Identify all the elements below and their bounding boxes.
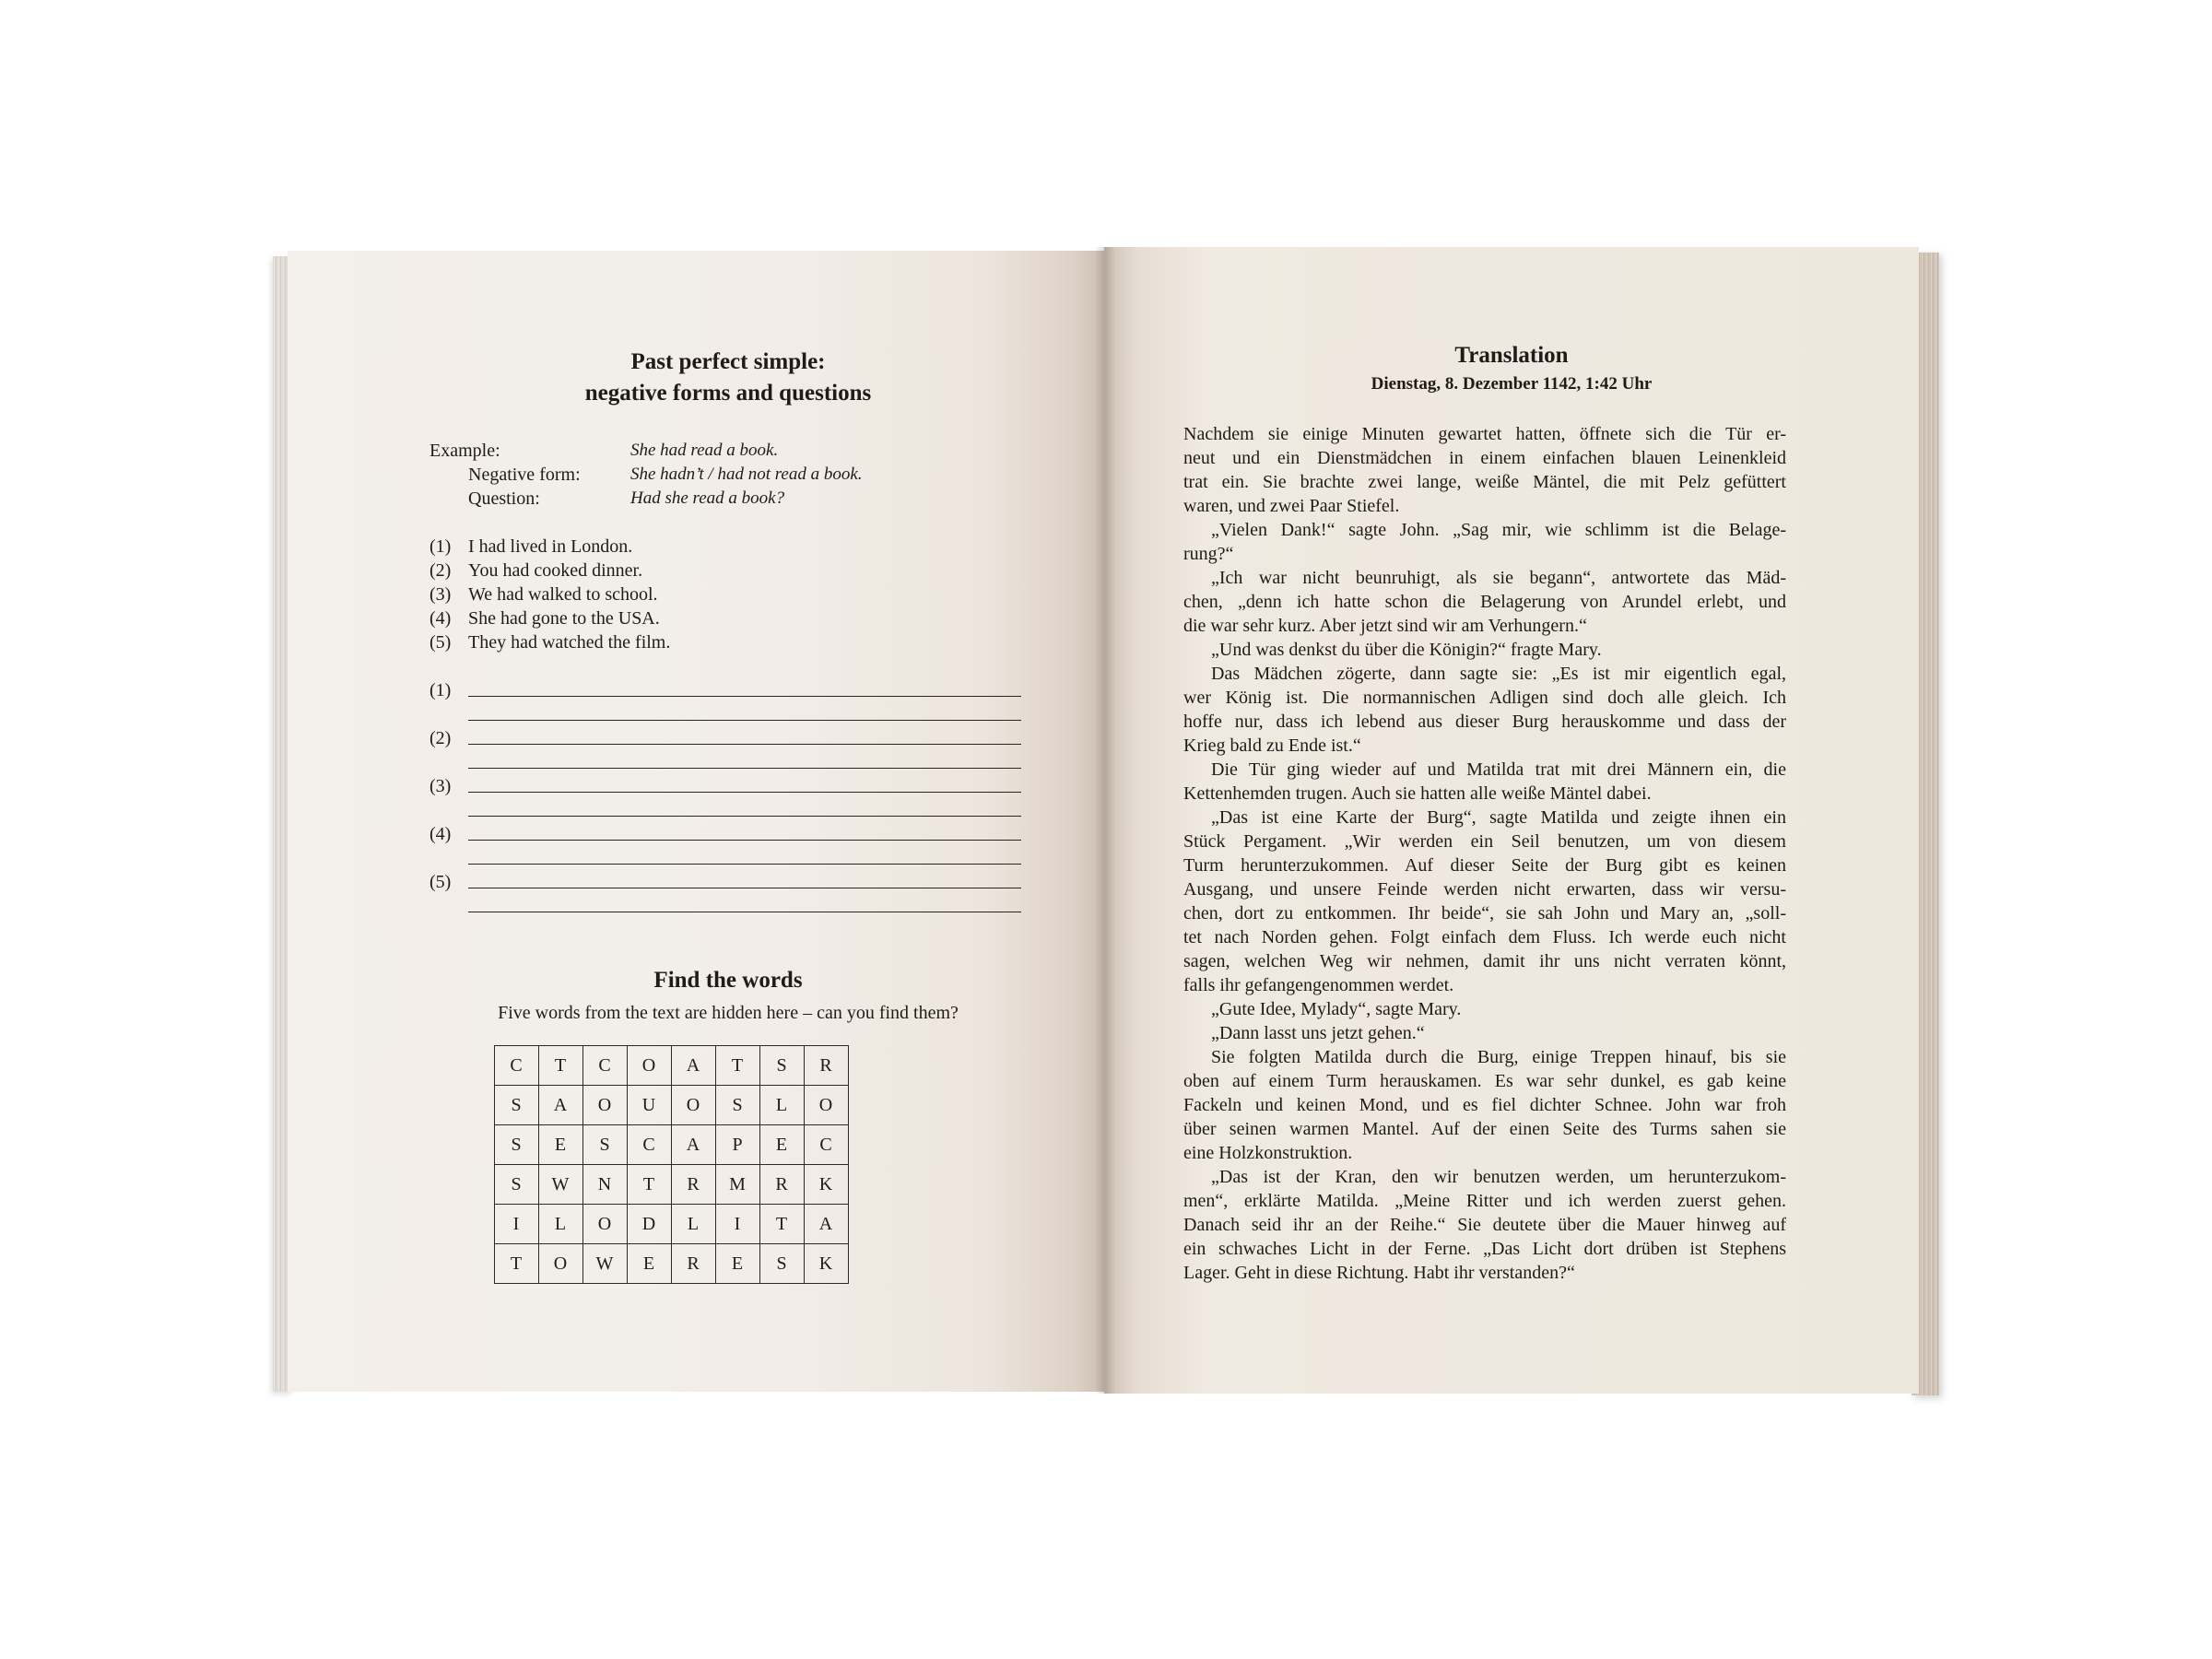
grid-cell[interactable]: E	[716, 1244, 760, 1284]
grid-cell[interactable]: R	[672, 1165, 716, 1205]
text-line: Sie folgten Matilda durch die Burg, einige Treppen hinauf, bis sie	[1211, 1047, 1786, 1067]
text-line: eine Holzkonstruktion.	[1183, 1143, 1353, 1163]
text-line: chen, „denn ich hatte schon die Belagerung von Arundel erlebt, und	[1183, 592, 1786, 612]
grid-cell[interactable]: I	[495, 1205, 539, 1244]
text-line: „Das ist eine Karte der Burg“, sagte Matilda und zeigte ihnen ein	[1211, 807, 1786, 828]
grid-cell[interactable]: U	[628, 1086, 672, 1125]
text-line: Die Tür ging wieder auf und Matilda trat mit drei Männern ein, die	[1211, 759, 1786, 780]
text-line: Nachdem sie einige Minuten gewartet hatten, öffnete sich die Tür er-	[1183, 424, 1786, 444]
grid-row	[495, 1046, 849, 1086]
answer-number-2: (2)	[429, 728, 452, 748]
grid-cell[interactable]: T	[716, 1046, 760, 1086]
text-line: trat ein. Sie brachte zwei lange, weiße Mäntel, die mit Pelz gefüttert	[1183, 472, 1786, 492]
text-line: über seinen warmen Mantel. Auf der einen Seite des Turms sahen sie	[1183, 1119, 1786, 1139]
negative-form-label: Negative form:	[468, 465, 581, 485]
text-line: Fackeln und keinen Mond, und es fiel dichter Schnee. John war froh	[1183, 1095, 1786, 1115]
answer-number-4: (4)	[429, 824, 452, 844]
grid-cell[interactable]: E	[539, 1125, 583, 1165]
grid-cell[interactable]: O	[805, 1086, 849, 1125]
text-line: „Vielen Dank!“ sagte John. „Sag mir, wie schlimm ist die Belage-	[1211, 520, 1786, 540]
answer-number-5: (5)	[429, 872, 452, 892]
text-line: Stück Pergament. „Wir werden ein Seil benutzen, um von diesem	[1183, 831, 1786, 852]
find-words-subtitle: Five words from the text are hidden here – can you find them?	[498, 1003, 959, 1023]
grid-cell[interactable]: S	[760, 1244, 805, 1284]
grid-cell[interactable]: W	[583, 1244, 628, 1284]
answer-line[interactable]	[468, 840, 1021, 841]
grid-cell[interactable]: S	[495, 1165, 539, 1205]
text-line: neut und ein Dienstmädchen in einem einfachen blauen Leinenkleid	[1183, 448, 1786, 468]
text-line: die war sehr kurz. Aber jetzt sind wir am Verhungern.“	[1183, 616, 1587, 636]
sentence-3: (3) We had walked to school.	[429, 584, 658, 605]
text-line: rung?“	[1183, 544, 1234, 564]
text-line: Turm herunterzukommen. Auf dieser Seite der Burg gibt es keinen	[1183, 855, 1786, 876]
grid-cell[interactable]: D	[628, 1205, 672, 1244]
text-line: Krieg bald zu Ende ist.“	[1183, 735, 1361, 756]
answer-line[interactable]	[468, 864, 1021, 865]
grid-cell[interactable]: S	[583, 1125, 628, 1165]
sentence-5: (5) They had watched the film.	[429, 632, 671, 653]
grid-cell[interactable]: S	[495, 1086, 539, 1125]
text-line: Ausgang, und unsere Feinde werden nicht erwarten, dass wir versu-	[1183, 879, 1786, 900]
translation-body	[1183, 422, 1786, 1285]
grid-cell[interactable]: A	[672, 1125, 716, 1165]
grid-cell[interactable]: L	[539, 1205, 583, 1244]
text-line: tet nach Norden gehen. Folgt einfach dem Fluss. Ich werde euch nicht	[1183, 927, 1786, 947]
grid-row	[495, 1165, 849, 1205]
grid-cell[interactable]: R	[805, 1046, 849, 1086]
grid-cell[interactable]: A	[672, 1046, 716, 1086]
grid-cell[interactable]: S	[716, 1086, 760, 1125]
exercise-title-line1: Past perfect simple:	[630, 349, 826, 374]
grid-cell[interactable]: R	[672, 1244, 716, 1284]
grid-cell[interactable]: T	[495, 1244, 539, 1284]
answer-line[interactable]	[468, 768, 1021, 769]
grid-row	[495, 1244, 849, 1284]
text-line: „Das ist der Kran, den wir benutzen werden, um herunterzukom-	[1211, 1167, 1786, 1187]
grid-cell[interactable]: S	[760, 1046, 805, 1086]
grid-cell[interactable]: C	[628, 1125, 672, 1165]
answer-number-1: (1)	[429, 680, 452, 700]
grid-cell[interactable]: C	[805, 1125, 849, 1165]
text-line: hoffe nur, dass ich lebend aus dieser Burg herauskomme und dass der	[1183, 712, 1786, 732]
word-search-grid	[494, 1045, 849, 1284]
grid-cell[interactable]: E	[628, 1244, 672, 1284]
grid-cell[interactable]: M	[716, 1165, 760, 1205]
grid-row	[495, 1086, 849, 1125]
answer-line[interactable]	[468, 744, 1021, 745]
text-line: falls ihr gefangengenommen werdet.	[1183, 975, 1454, 995]
find-words-title: Find the words	[653, 968, 803, 993]
example-value: She had read a book.	[630, 441, 779, 460]
grid-cell[interactable]: T	[760, 1205, 805, 1244]
grid-cell[interactable]: K	[805, 1244, 849, 1284]
translation-title: Translation	[1454, 343, 1569, 368]
text-line: Lager. Geht in diese Richtung. Habt ihr verstanden?“	[1183, 1263, 1575, 1283]
grid-cell[interactable]: O	[583, 1205, 628, 1244]
grid-cell[interactable]: W	[539, 1165, 583, 1205]
grid-cell[interactable]: C	[495, 1046, 539, 1086]
sentence-1: (1) I had lived in London.	[429, 536, 633, 557]
book-spine-shadow	[1095, 247, 1115, 1394]
text-line: wer König ist. Die normannischen Adligen sind doch alle gleich. Ich	[1183, 688, 1786, 708]
grid-cell[interactable]: E	[760, 1125, 805, 1165]
example-label: Example:	[429, 441, 500, 461]
text-line: „Und was denkst du über die Königin?“ fragte Mary.	[1211, 640, 1602, 660]
text-line: oben auf einem Turm herauskamen. Es war sehr dunkel, es gab keine	[1183, 1071, 1786, 1091]
answer-line[interactable]	[468, 792, 1021, 793]
grid-cell[interactable]: A	[805, 1205, 849, 1244]
grid-cell[interactable]: L	[760, 1086, 805, 1125]
grid-cell[interactable]: O	[539, 1244, 583, 1284]
text-line: Kettenhemden trugen. Auch sie hatten alle weiße Mäntel dabei.	[1183, 783, 1652, 804]
answer-line[interactable]	[468, 720, 1021, 721]
text-line: Danach seid ihr an der Reihe.“ Sie deutete über die Mauer hinweg auf	[1183, 1215, 1786, 1235]
question-label: Question:	[468, 488, 540, 509]
grid-cell[interactable]: I	[716, 1205, 760, 1244]
text-line: waren, und zwei Paar Stiefel.	[1183, 496, 1400, 516]
grid-cell[interactable]: T	[628, 1165, 672, 1205]
text-line: „Ich war nicht beunruhigt, als sie begann“, antwortete das Mäd-	[1211, 568, 1786, 588]
answer-line[interactable]	[468, 696, 1021, 697]
sentence-4: (4) She had gone to the USA.	[429, 608, 660, 629]
grid-cell[interactable]: L	[672, 1205, 716, 1244]
grid-cell[interactable]: O	[672, 1086, 716, 1125]
text-line: sagen, welchen Weg wir nehmen, damit ihr uns nicht verraten könnt,	[1183, 951, 1786, 971]
grid-cell[interactable]: R	[760, 1165, 805, 1205]
translation-subtitle: Dienstag, 8. Dezember 1142, 1:42 Uhr	[1371, 374, 1653, 394]
question-value: Had she read a book?	[630, 488, 785, 508]
text-line: „Dann lasst uns jetzt gehen.“	[1211, 1023, 1425, 1043]
grid-cell[interactable]: S	[495, 1125, 539, 1165]
text-line: chen, dort zu entkommen. Ihr beide“, sie sah John und Mary an, „soll-	[1183, 903, 1786, 924]
grid-row	[495, 1125, 849, 1165]
text-line: ein schwaches Licht in der Ferne. „Das Licht dort drüben ist Stephens	[1183, 1239, 1786, 1259]
grid-cell[interactable]: O	[583, 1086, 628, 1125]
text-line: Das Mädchen zögerte, dann sagte sie: „Es ist mir eigentlich egal,	[1211, 664, 1786, 684]
answer-line[interactable]	[468, 816, 1021, 817]
exercise-title-line2: negative forms and questions	[584, 381, 872, 406]
text-line: „Gute Idee, Mylady“, sagte Mary.	[1211, 999, 1462, 1019]
grid-cell[interactable]: C	[583, 1046, 628, 1086]
grid-cell[interactable]: O	[628, 1046, 672, 1086]
grid-cell[interactable]: A	[539, 1086, 583, 1125]
negative-form-value: She hadn’t / had not read a book.	[630, 465, 863, 484]
grid-cell[interactable]: K	[805, 1165, 849, 1205]
text-line: men“, erklärte Matilda. „Meine Ritter und ich werden zuerst gehen.	[1183, 1191, 1786, 1211]
sentence-2: (2) You had cooked dinner.	[429, 560, 643, 581]
grid-cell[interactable]: N	[583, 1165, 628, 1205]
grid-row	[495, 1205, 849, 1244]
grid-cell[interactable]: P	[716, 1125, 760, 1165]
answer-number-3: (3)	[429, 776, 452, 796]
grid-cell[interactable]: T	[539, 1046, 583, 1086]
